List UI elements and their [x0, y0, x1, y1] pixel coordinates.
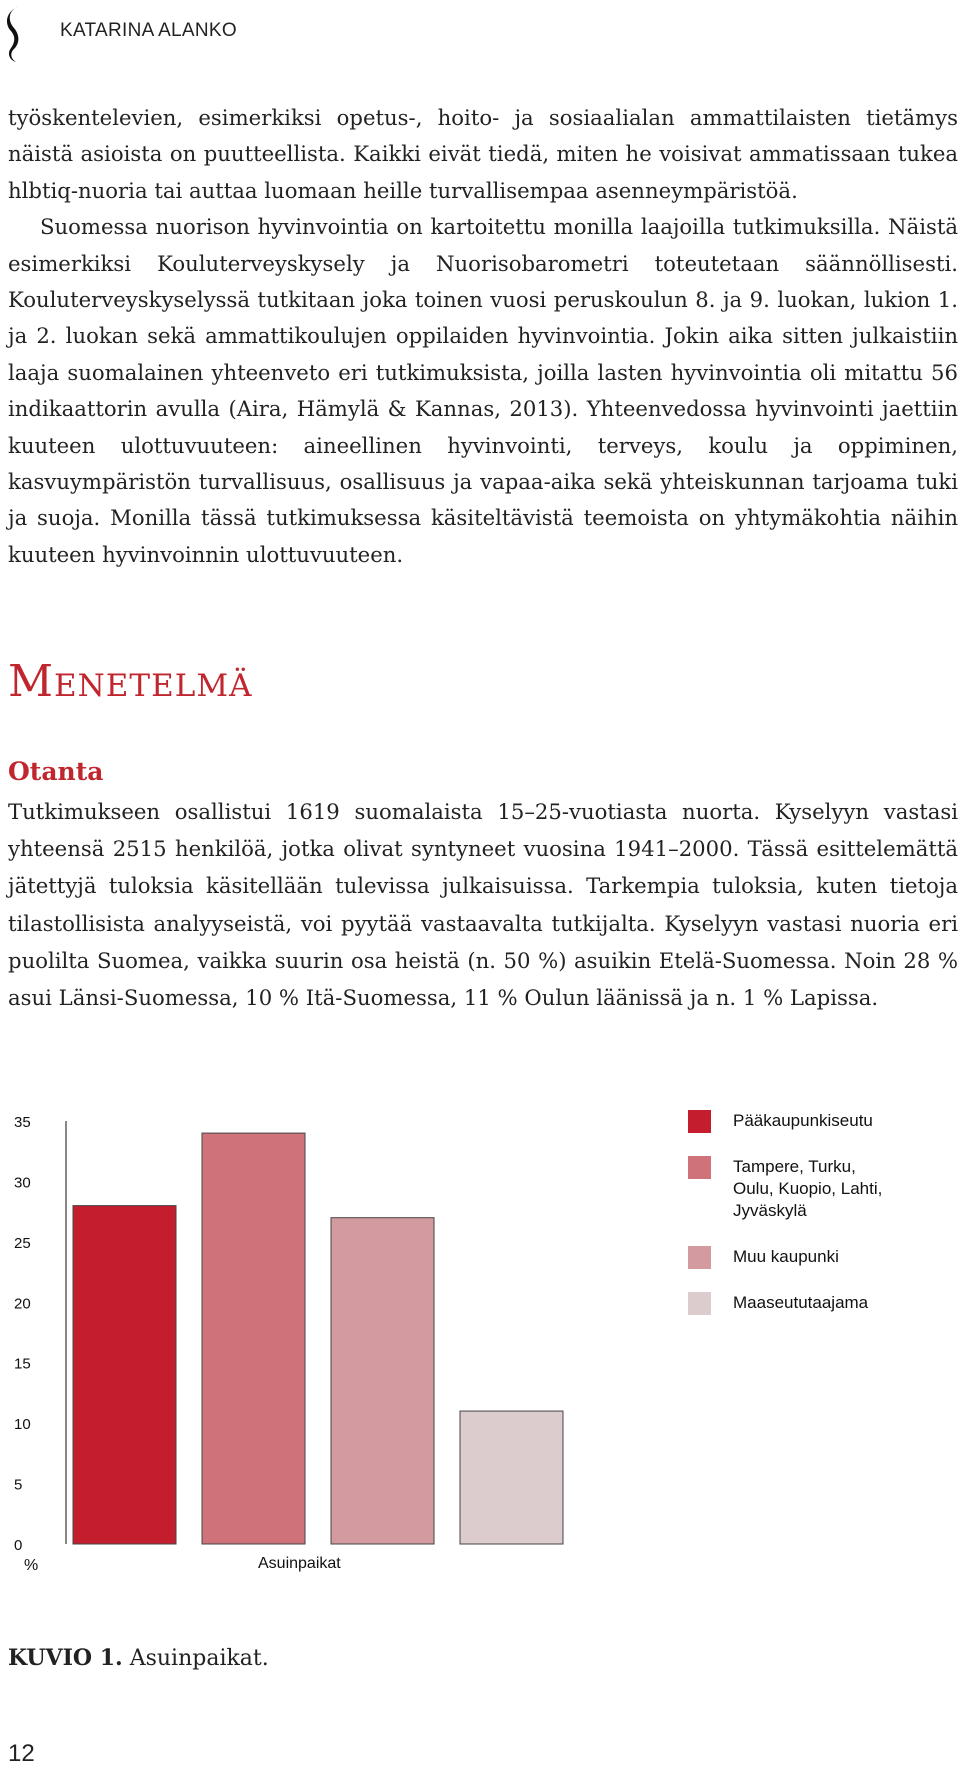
subsection-heading: Otanta	[8, 757, 104, 786]
bar	[73, 1206, 176, 1544]
y-tick-label: 5	[14, 1476, 23, 1494]
y-axis-label: %	[24, 1557, 39, 1574]
legend-swatch	[688, 1156, 711, 1179]
section-mark-icon	[5, 4, 25, 64]
legend-swatch	[688, 1292, 711, 1315]
bar	[460, 1411, 563, 1544]
y-tick-label: 15	[14, 1355, 31, 1373]
running-head: KATARINA ALANKO	[60, 20, 237, 41]
legend-swatch	[688, 1110, 711, 1133]
y-tick-label: 0	[14, 1537, 23, 1554]
sample-text	[8, 793, 958, 1016]
figure-label: KUVIO 1.	[8, 1645, 123, 1671]
y-tick-label: 30	[14, 1174, 31, 1192]
page-number: 12	[8, 1740, 35, 1767]
legend-label: Muu kaupunki	[733, 1247, 839, 1266]
bar	[202, 1133, 305, 1544]
legend-label: Maaseututaajama	[733, 1293, 869, 1312]
y-tick-label: 20	[14, 1295, 31, 1313]
legend-item	[688, 1156, 882, 1222]
body-text	[8, 100, 958, 573]
bar-chart	[0, 1100, 680, 1605]
y-tick-label: 35	[14, 1114, 31, 1131]
legend-item	[688, 1110, 873, 1132]
legend-label: Tampere, Turku,	[733, 1157, 856, 1176]
legend-item	[688, 1292, 868, 1314]
figure-caption	[8, 1645, 269, 1671]
x-axis-label: Asuinpaikat	[258, 1555, 341, 1572]
legend-swatch	[688, 1246, 711, 1269]
y-tick-label: 10	[14, 1416, 31, 1434]
figure-title: Asuinpaikat.	[129, 1646, 269, 1671]
legend-label: Pääkaupunkiseutu	[733, 1111, 873, 1130]
legend-item	[688, 1246, 839, 1268]
legend-label: Oulu, Kuopio, Lahti,	[733, 1179, 883, 1198]
chart-canvas	[0, 1100, 680, 1600]
y-tick-label: 25	[14, 1234, 31, 1252]
paragraph: Tutkimukseen osallistui 1619 suomalaista 15–25-vuotiasta nuorta. Kyselyyn vastasi yhteensä 2515 henkilöä, jotka olivat syntyneet vuosina 1941–2000. Tässä esittelemättä jätettyjä tuloksia käsitellään tulevissa julkaisuissa. Tarkempia tuloksia, kuten tietoja tilastollisista analyyseistä, voi pyytää vastaavalta tutkijalta. Kyselyyn vastasi nuoria eri puolilta Suomea, vaikka suurin osa heistä (n. 50 %) asuikin Etelä-Suomessa. Noin 28 % asui Länsi-Suomessa, 10 % Itä-Suomessa, 11 % Oulun läänissä ja n. 1 % Lapissa.	[8, 799, 958, 1011]
bar	[331, 1218, 434, 1544]
section-heading: Menetelmä	[8, 656, 253, 707]
legend-label: Jyväskylä	[733, 1201, 807, 1220]
paragraph: Suomessa nuorison hyvinvointia on kartoitettu monilla laajoilla tutkimuksilla. Näistä esimerkiksi Kouluterveyskysely ja Nuorisobarometri toteutetaan säännöllisesti. Kouluterveyskyselyssä tutkitaan joka toinen vuosi peruskoulun 8. ja 9. luokan, lukion 1. ja 2. luokan sekä ammattikoulujen oppilaiden hyvinvointia. Jokin aika sitten julkaistiin laaja suomalainen yhteenveto eri tutkimuksista, joilla lasten hyvinvointia oli mitattu 56 indikaattorin avulla (Aira, Hämylä & Kannas, 2013). Yhteenvedossa hyvinvointi jaettiin kuuteen ulottuvuuteen: aineellinen hyvinvointi, terveys, koulu ja oppiminen, kasvuympäristön turvallisuus, osallisuus ja vapaa-aika sekä yhteiskunnan tarjoama tuki ja suoja. Monilla tässä tutkimuksessa käsiteltävistä teemoista on yhtymäkohtia näihin kuuteen hyvinvoinnin ulottuvuuteen.	[8, 214, 958, 567]
paragraph: työskentelevien, esimerkiksi opetus-, hoito- ja sosiaalialan ammattilaisten tietämys näistä asioista on puutteellista. Kaikki eivät tiedä, miten he voisivat ammatissaan tukea hlbtiq-nuoria tai auttaa luomaan heille turvallisempaa asenneympäristöä.	[8, 105, 958, 203]
